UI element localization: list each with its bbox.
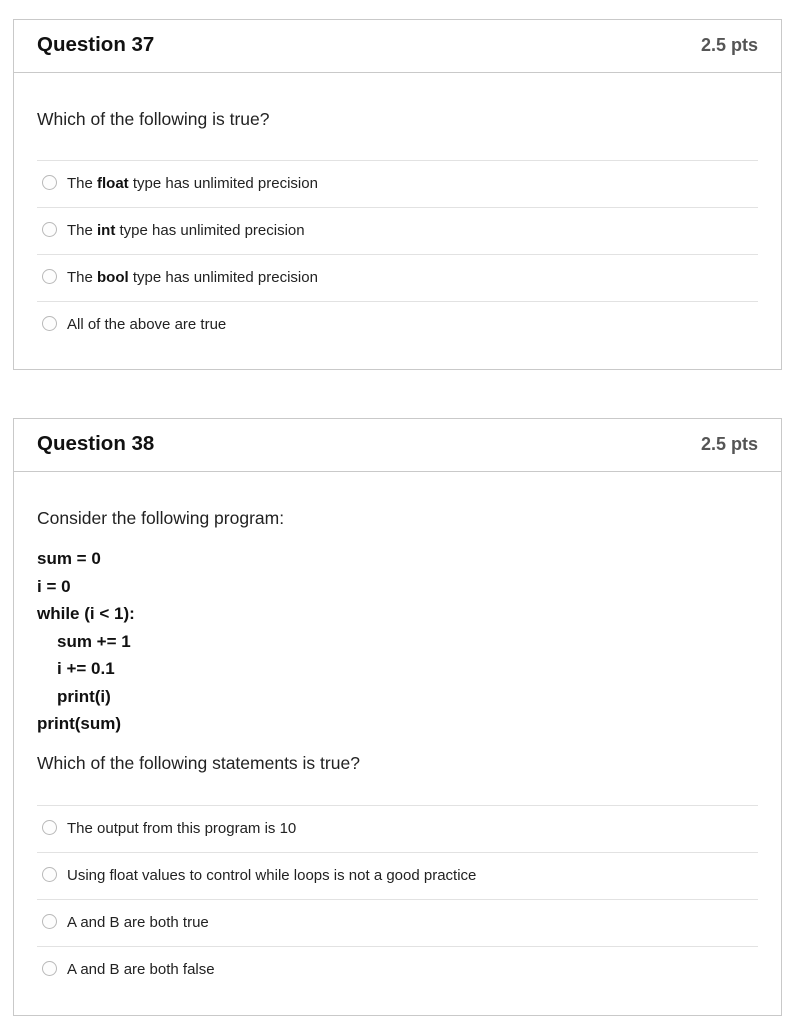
answer-label: The float type has unlimited precision	[67, 175, 318, 192]
code-line: while (i < 1):	[37, 604, 135, 623]
question-prompt-secondary: Which of the following statements is true?	[37, 753, 360, 773]
code-line: print(i)	[57, 686, 111, 706]
radio-button[interactable]	[42, 820, 57, 835]
answer-option-b[interactable]	[37, 853, 758, 900]
question-prompt: Which of the following is true?	[37, 109, 270, 129]
radio-button[interactable]	[42, 914, 57, 929]
radio-button[interactable]	[42, 269, 57, 284]
code-line: sum = 0	[37, 549, 101, 568]
question-header	[14, 20, 781, 73]
answer-option-d[interactable]	[37, 302, 758, 348]
radio-button[interactable]	[42, 222, 57, 237]
question-prompt: Consider the following program:	[37, 508, 285, 528]
code-line: sum += 1	[57, 631, 131, 651]
answer-label: The output from this program is 10	[67, 820, 297, 837]
answer-option-a[interactable]	[37, 806, 758, 853]
code-line: i += 0.1	[57, 659, 115, 678]
radio-button[interactable]	[42, 961, 57, 976]
code-line: print(sum)	[37, 714, 122, 733]
answer-list	[37, 160, 758, 348]
question-38-card	[13, 418, 782, 1016]
question-37-card	[13, 19, 782, 370]
answer-label: All of the above are true	[67, 316, 227, 333]
question-title: Question 38	[37, 432, 155, 455]
answer-label: The int type has unlimited precision	[67, 222, 305, 239]
radio-button[interactable]	[42, 175, 57, 190]
answer-option-b[interactable]	[37, 208, 758, 255]
question-header	[14, 419, 781, 472]
question-title: Question 37	[37, 33, 155, 56]
answer-option-a[interactable]	[37, 161, 758, 208]
answer-label: A and B are both false	[67, 961, 215, 978]
radio-button[interactable]	[42, 867, 57, 882]
answer-label: Using float values to control while loops is not a good practice	[67, 867, 477, 884]
answer-label: The bool type has unlimited precision	[67, 269, 318, 286]
question-points: 2.5 pts	[700, 35, 758, 55]
answer-option-d[interactable]	[37, 947, 758, 993]
code-line: i = 0	[37, 576, 71, 596]
question-points: 2.5 pts	[700, 434, 758, 454]
code-block	[37, 545, 135, 738]
answer-label: A and B are both true	[67, 914, 209, 931]
radio-button[interactable]	[42, 316, 57, 331]
answer-list	[37, 805, 758, 993]
answer-option-c[interactable]	[37, 900, 758, 947]
answer-option-c[interactable]	[37, 255, 758, 302]
